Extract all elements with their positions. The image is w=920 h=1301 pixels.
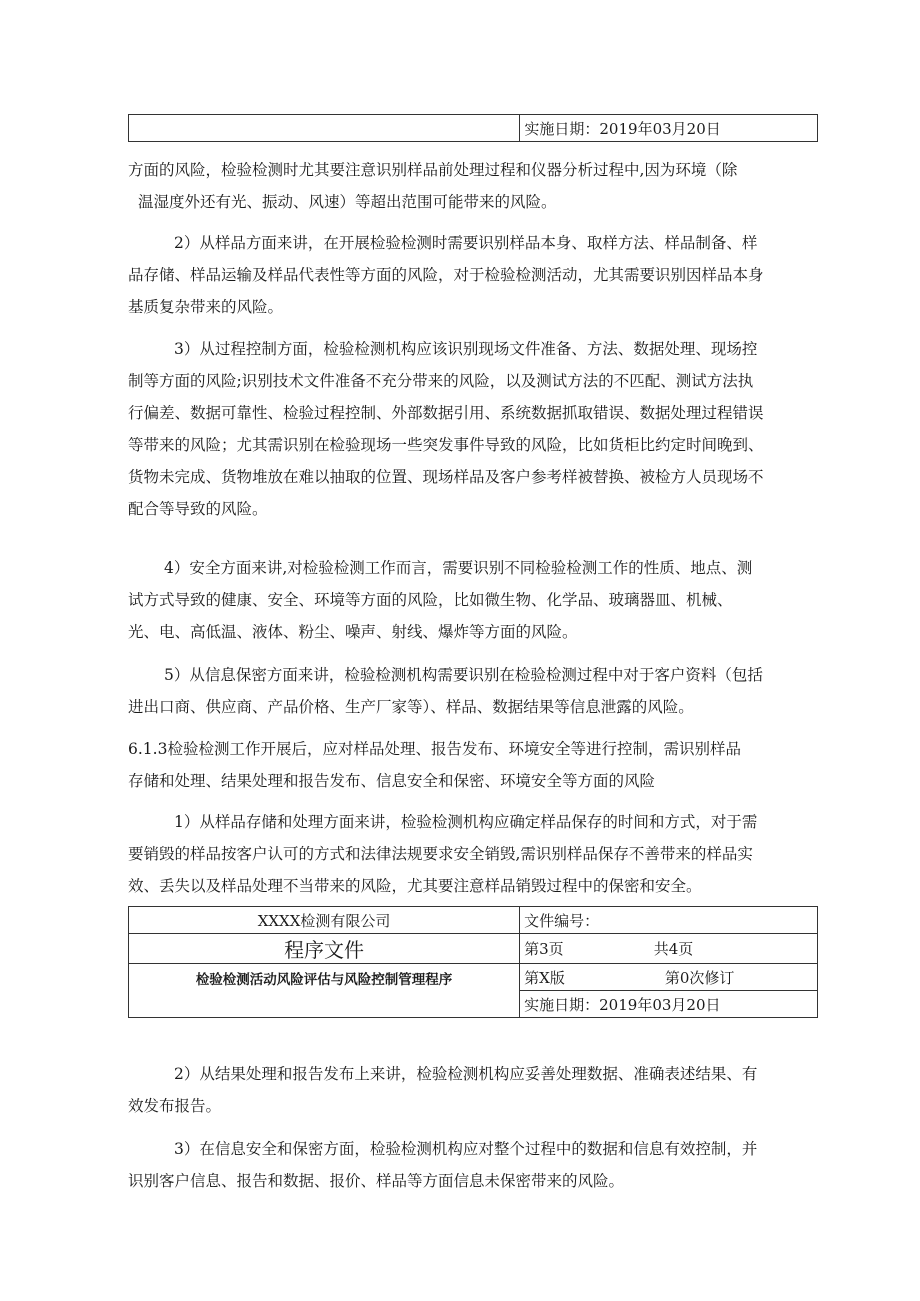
text-line: 试方式导致的健康、安全、环境等方面的风险，比如微生物、化学品、玻璃器皿、机械、 [128, 591, 733, 609]
text-line: 要销毁的样品按客户认可的方式和法律法规要求安全销毁,需识别样品保存不善带来的样品实 [128, 845, 753, 863]
paragraph-safety-risk [128, 552, 820, 648]
paragraph-env-risk [128, 154, 820, 218]
page-number: 第3页 [524, 940, 564, 958]
text-line: 6.1.3检验检测工作开展后，应对样品处理、报告发布、环境安全等进行控制，需识别样品 [128, 740, 741, 758]
text-line: 等带来的风险；尤其需识别在检验现场一些突发事件导致的风险，比如货柜比约定时间晚到、 [128, 436, 764, 454]
text-line: 5）从信息保密方面来讲，检验检测机构需要识别在检验检测过程中对于客户资料（包括 [164, 666, 763, 684]
total-pages: 共4页 [653, 940, 694, 958]
text-line: 品存储、样品运输及样品代表性等方面的风险，对于检验检测活动，尤其需要识别因样品本身 [128, 266, 764, 284]
text-line: 效、丢失以及样品处理不当带来的风险，尤其要注意样品销毁过程中的保密和安全。 [128, 877, 702, 895]
paragraph-info-security-risk [128, 659, 820, 723]
text-line: 方面的风险，检验检测时尤其要注意识别样品前处理过程和仪器分析过程中,因为环境（除 [128, 161, 738, 179]
text-line: 存储和处理、结果处理和报告发布、信息安全和保密、环境安全等方面的风险 [128, 772, 656, 790]
paragraph-process-risk [128, 333, 820, 525]
text-line: 识别客户信息、报告和数据、报价、样品等方面信息未保密带来的风险。 [128, 1172, 625, 1190]
text-line: 2）从样品方面来讲，在开展检验检测时需要识别样品本身、取样方法、样品制备、样 [174, 234, 758, 252]
text-line: 货物未完成、货物堆放在难以抽取的位置、现场样品及客户参考样被替换、被检方人员现场不 [128, 468, 764, 486]
document-number: 文件编号： [520, 907, 818, 934]
text-line: 2）从结果处理和报告发布上来讲，检验检测机构应妥善处理数据、准确表述结果、有 [174, 1065, 758, 1083]
text-line: 制等方面的风险;识别技术文件准备不充分带来的风险，以及测试方法的不匹配、测试方法执 [128, 372, 754, 390]
text-line: 基质复杂带来的风险。 [128, 298, 284, 316]
text-line: 1）从样品存储和处理方面来讲，检验检测机构应确定样品保存的时间和方式，对于需 [174, 813, 758, 831]
paragraph-sample-risk [128, 227, 820, 323]
paragraph-info-confidentiality [128, 1133, 820, 1197]
text-line: 进出口商、供应商、产品价格、生产厂家等）、样品、数据结果等信息泄露的风险。 [128, 698, 694, 716]
text-line: 效发布报告。 [128, 1097, 222, 1115]
document-title: 检验检测活动风险评估与风险控制管理程序 [129, 964, 520, 1018]
text-line: 4）安全方面来讲,对检验检测工作而言，需要识别不同检验检测工作的性质、地点、测 [164, 559, 753, 577]
document-type: 程序文件 [129, 934, 520, 964]
text-line: 3）在信息安全和保密方面，检验检测机构应对整个过程中的数据和信息有效控制，并 [174, 1140, 758, 1158]
implementation-date-2: 实施日期：2019年03月20日 [520, 991, 818, 1018]
top-header-table [128, 114, 818, 142]
text-line: 行偏差、数据可靠性、检验过程控制、外部数据引用、系统数据抓取错误、数据处理过程错误 [128, 404, 764, 422]
paragraph-section-6-1-3 [128, 733, 820, 797]
paragraph-sample-storage [128, 806, 820, 902]
company-name: XXXX检测有限公司 [129, 907, 520, 934]
implementation-date: 实施日期：2019年03月20日 [520, 115, 818, 142]
text-line: 配合等导致的风险。 [128, 500, 268, 518]
text-line: 光、电、高低温、液体、粉尘、噪声、射线、爆炸等方面的风险。 [128, 623, 578, 641]
page-header-table [128, 906, 818, 1018]
top-empty-cell [129, 115, 520, 142]
revision: 第0次修订 [664, 968, 735, 987]
version: 第X版 [524, 968, 565, 987]
page-info-cell [520, 934, 818, 964]
text-line: 温湿度外还有光、振动、风速）等超出范围可能带来的风险。 [138, 193, 557, 211]
version-cell [520, 964, 818, 991]
text-line: 3）从过程控制方面，检验检测机构应该识别现场文件准备、方法、数据处理、现场控 [174, 340, 758, 358]
paragraph-report-issue [128, 1058, 820, 1122]
